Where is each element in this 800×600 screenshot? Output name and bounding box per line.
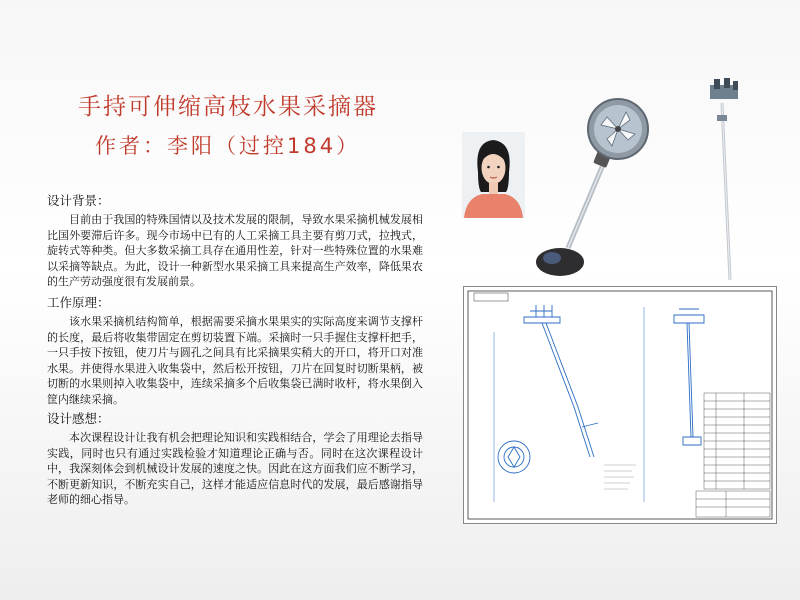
section-heading: 设计感想： (47, 411, 110, 426)
section-text: 本次课程设计让我有机会把理论知识和实践相结合，学会了用理论去指导实践，同时也只有通过实践检验才知道理论正确与否。同时在这次课程设计中，我深刻体会到机械设计发展的速度之快。因此在这方面我们应不断学习，不断更新知识，不断充实自己，这样才能适应信息时代的发展，最后感谢指导老师的细心指导。 (47, 431, 423, 506)
section-heading: 设计背景： (47, 193, 110, 208)
section-text: 目前由于我国的特殊国情以及技术发展的限制，导致水果采摘机械发展相比国外要滞后许多。现今市场中已有的人工采摘工具主要有剪刀式，拉拽式，旋转式等种类。但大多数采摘工具存在通用性差，针对一些特殊位置的水果难以采摘等缺点。为此，设计一种新型水果采摘工具来提高生产效率，降低果农的生产劳动强度很有发展前景。 (47, 213, 423, 288)
engineering-assembly-drawing (463, 286, 777, 524)
section-text: 该水果采摘机结构简单，根据需要采摘水果果实的实际高度来调节支撑杆的长度，最后将收集带固定在剪切装置下端。采摘时一只手握住支撑杆把手，一只手按下按钮，使刀片与圆孔之间具有比采摘果实稍大的开口，将开口对准水果。并使得水果进入收集袋中，然后松开按钮，刀片在回复时切断果柄，被切断的水果则掉入收集袋中，连续采摘多个后收集袋已满时收杆，将水果倒入筐内继续采摘。 (47, 315, 423, 406)
section-heading: 工作原理： (47, 295, 110, 310)
portrait-photo (462, 132, 525, 218)
author-line: 作者：李阳（过控184） (95, 134, 361, 158)
section-background (47, 191, 423, 290)
3d-render-full-picker (700, 75, 750, 285)
section-reflection (47, 409, 423, 508)
page-title: 手持可伸缩高枝水果采摘器 (78, 94, 378, 120)
section-principle (47, 293, 423, 407)
3d-render-cutter-head (530, 90, 670, 285)
